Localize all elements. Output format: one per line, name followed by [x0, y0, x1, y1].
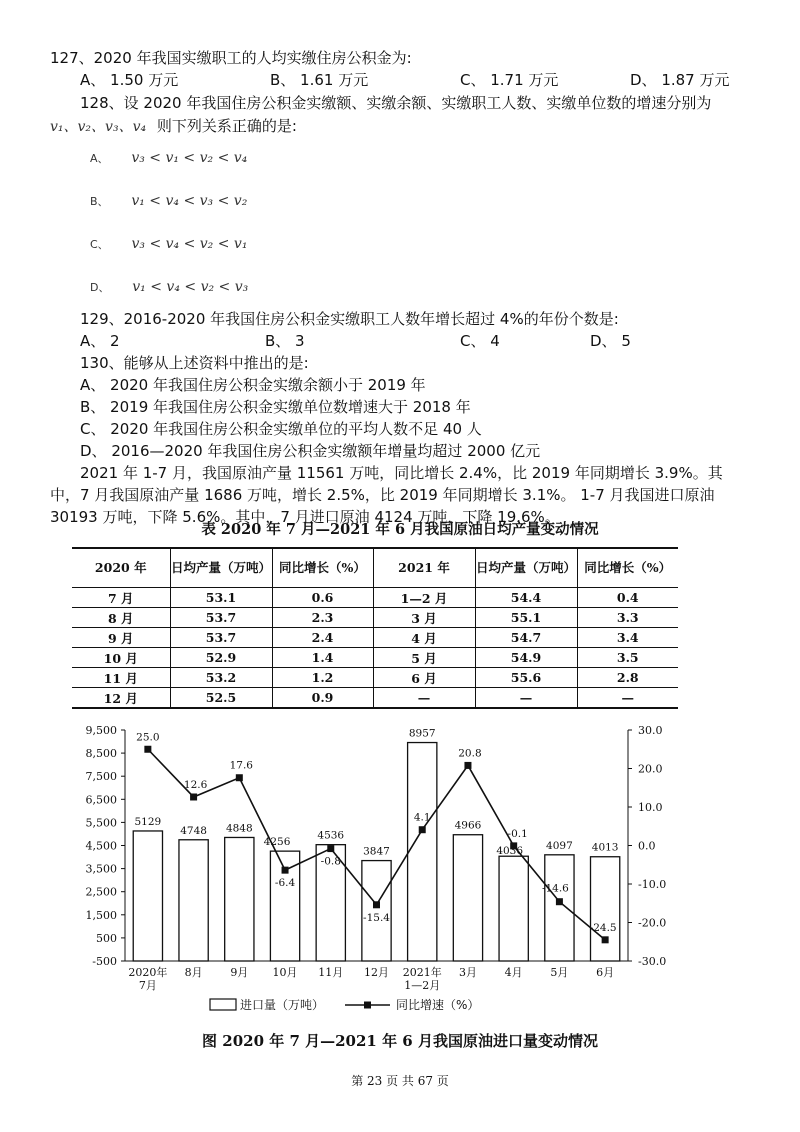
right-tick-label: 20.0 [638, 762, 663, 776]
bar-data-label: 3847 [363, 845, 390, 858]
import-bar [179, 840, 208, 961]
table-cell: 1.4 [272, 648, 373, 668]
table-header-cell: 2020 年 [72, 548, 170, 588]
q130-stem: 130、能够从上述资料中推出的是: [80, 354, 309, 372]
right-tick-label: -20.0 [638, 916, 667, 930]
bar-data-label: 4536 [317, 829, 345, 842]
right-tick-label: -30.0 [638, 955, 667, 968]
table-cell: 0.6 [272, 588, 373, 608]
x-tick-label: 10月 [272, 966, 298, 979]
left-tick-label: 9,500 [85, 724, 117, 737]
table-cell: 2.4 [272, 628, 373, 648]
x-tick-label: 5月 [550, 966, 569, 979]
table-header-cell: 同比增长（%） [577, 548, 678, 588]
table-cell: 11 月 [72, 668, 170, 688]
table-title: 表 2020 年 7 月—2021 年 6 月我国原油日均产量变动情况 [201, 521, 599, 538]
x-tick-label: 2020年 [128, 966, 168, 979]
table-row [72, 668, 678, 688]
table-cell: 3.4 [577, 628, 678, 648]
passage-line-3: 30193 万吨，下降 5.6%。其中，7 月进口原油 4124 万吨，下降 19.6%。 [50, 508, 560, 526]
q128-option-d-expr: v₁ < v₄ < v₂ < v₃ [132, 279, 249, 295]
q128-option-c: C、 v₃ < v₄ < v₂ < v₁ [90, 236, 248, 252]
legend-bar-swatch [210, 999, 236, 1010]
q130-option-b: B、 2019 年我国住房公积金实缴单位数增速大于 2018 年 [80, 398, 471, 416]
table-cell: 10 月 [72, 648, 170, 668]
table-cell: 1—2 月 [373, 588, 475, 608]
q130-option-d: D、 2016—2020 年我国住房公积金实缴额年增量均超过 2000 亿元 [80, 442, 541, 460]
table-cell: 54.4 [475, 588, 577, 608]
q129-option-d: D、 5 [590, 332, 631, 350]
table-header-cell: 2021 年 [373, 548, 475, 588]
import-bar [362, 861, 391, 961]
import-bar [545, 855, 574, 961]
line-data-label: 17.6 [229, 759, 254, 772]
x-tick-label: 8月 [184, 966, 203, 979]
x-tick-label: 3月 [458, 966, 477, 979]
bar-data-label: 5129 [134, 815, 162, 828]
growth-point [327, 845, 334, 852]
table-cell: 0.9 [272, 688, 373, 709]
x-tick-label: 9月 [230, 966, 249, 979]
table-cell: 55.1 [475, 608, 577, 628]
legend-line-label: 同比增速（%） [396, 998, 480, 1012]
table-cell: 55.6 [475, 668, 577, 688]
table-header-row [72, 548, 678, 588]
bar-data-label: 8957 [408, 727, 436, 740]
left-tick-label: -500 [92, 955, 117, 968]
table-cell: 6 月 [373, 668, 475, 688]
q127-option-c: C、 1.71 万元 [460, 71, 559, 89]
growth-point [282, 867, 289, 874]
line-data-label: 20.8 [458, 747, 482, 760]
table-cell: 52.9 [170, 648, 272, 668]
bar-data-label: 4036 [496, 845, 524, 858]
line-data-label: -0.1 [507, 827, 528, 840]
oil-import-chart [60, 718, 740, 1023]
table-header-cell: 日均产量（万吨） [170, 548, 272, 588]
table-cell: 2.8 [577, 668, 678, 688]
table-cell: — [577, 688, 678, 709]
table-cell: 54.9 [475, 648, 577, 668]
right-tick-label: -10.0 [638, 878, 667, 891]
figure-title: 图 2020 年 7 月—2021 年 6 月我国原油进口量变动情况 [202, 1032, 598, 1050]
growth-point [419, 826, 426, 833]
table-cell: 53.2 [170, 668, 272, 688]
left-tick-label: 3,500 [85, 862, 117, 876]
bar-data-label: 4848 [225, 822, 253, 835]
x-tick-label: 12月 [364, 966, 389, 979]
table-row [72, 648, 678, 668]
left-tick-label: 8,500 [85, 747, 117, 761]
table-cell: 52.5 [170, 688, 272, 709]
q127-stem: 127、2020 年我国实缴职工的人均实缴住房公积金为: [50, 49, 412, 67]
table-cell: 9 月 [72, 628, 170, 648]
q128-option-b-expr: v₁ < v₄ < v₃ < v₂ [131, 193, 248, 209]
right-tick-label: 30.0 [638, 724, 663, 737]
left-tick-label: 500 [96, 931, 117, 945]
growth-point [373, 901, 380, 908]
oil-production-table [72, 547, 678, 709]
bar-data-label: 4966 [454, 819, 482, 832]
table-cell: 53.1 [170, 588, 272, 608]
line-data-label: -15.4 [363, 911, 390, 924]
bar-data-label: 4748 [180, 824, 207, 837]
right-tick-label: 10.0 [638, 801, 663, 814]
table-cell: 12 月 [72, 688, 170, 709]
x-tick-label: 2021年 [402, 966, 442, 979]
table-cell: 53.7 [170, 628, 272, 648]
table-cell: 4 月 [373, 628, 475, 648]
table-cell: 5 月 [373, 648, 475, 668]
bar-data-label: 4097 [546, 839, 573, 852]
import-bar [133, 831, 162, 961]
table-header-cell: 同比增长（%） [272, 548, 373, 588]
import-bar [453, 835, 482, 961]
legend-line-marker [364, 1002, 371, 1009]
q129-option-a: A、 2 [80, 332, 120, 350]
table-row [72, 688, 678, 709]
line-data-label: -0.8 [320, 855, 341, 868]
table-row [72, 588, 678, 608]
growth-point [144, 746, 151, 753]
line-data-label: 4.1 [413, 811, 431, 824]
q127-option-a: A、 1.50 万元 [80, 71, 179, 89]
left-tick-label: 1,500 [85, 908, 117, 922]
q128-option-c-expr: v₃ < v₄ < v₂ < v₁ [131, 236, 248, 252]
left-tick-label: 2,500 [85, 885, 117, 899]
import-bar [408, 743, 437, 961]
table-row [72, 628, 678, 648]
q130-option-a: A、 2020 年我国住房公积金实缴余额小于 2019 年 [80, 376, 426, 394]
page-footer: 第 23 页 共 67 页 [351, 1074, 449, 1088]
table-cell: — [475, 688, 577, 709]
x-tick-label: 6月 [596, 966, 615, 979]
table-cell: 1.2 [272, 668, 373, 688]
growth-point [236, 774, 243, 781]
line-data-label: 25.0 [136, 731, 160, 744]
q130-option-c: C、 2020 年我国住房公积金实缴单位的平均人数不足 40 人 [80, 420, 482, 438]
q128-vars: v₁、v₂、v₃、v₄ [50, 119, 147, 135]
import-bar [499, 856, 528, 961]
table-cell: 2.3 [272, 608, 373, 628]
q128-option-a: A、 v₃ < v₁ < v₂ < v₄ [90, 150, 248, 166]
q128-option-b: B、 v₁ < v₄ < v₃ < v₂ [90, 193, 248, 209]
q129-stem: 129、2016-2020 年我国住房公积金实缴职工人数年增长超过 4%的年份个数是: [80, 310, 619, 328]
q129-option-c: C、 4 [460, 332, 500, 350]
growth-point [602, 936, 609, 943]
x-tick-label: 7月 [138, 979, 157, 992]
table-cell: 7 月 [72, 588, 170, 608]
table-header-cell: 日均产量（万吨） [475, 548, 577, 588]
q127-option-d: D、 1.87 万元 [630, 71, 730, 89]
import-bar [591, 857, 620, 961]
q127-option-b: B、 1.61 万元 [270, 71, 369, 89]
x-tick-label: 11月 [318, 966, 344, 979]
q128-vars-line [50, 116, 297, 137]
table-row [72, 608, 678, 628]
growth-point [190, 793, 197, 800]
q128-option-d: D、 v₁ < v₄ < v₂ < v₃ [90, 279, 249, 295]
bar-data-label: 4013 [591, 841, 619, 854]
table-cell: 3.5 [577, 648, 678, 668]
left-tick-label: 7,500 [85, 770, 117, 784]
right-tick-label: 0.0 [638, 839, 656, 853]
q128-stem-tail: 则下列关系正确的是: [156, 117, 297, 135]
q129-option-b: B、 3 [265, 332, 305, 350]
growth-point [464, 762, 471, 769]
passage-line-1: 2021 年 1-7 月，我国原油产量 11561 万吨，同比增长 2.4%，比 2019 年同期增长 3.9%。其 [80, 464, 723, 482]
left-tick-label: 6,500 [85, 793, 117, 807]
table-cell: 0.4 [577, 588, 678, 608]
line-data-label: -6.4 [274, 877, 296, 890]
table-cell: 3.3 [577, 608, 678, 628]
left-tick-label: 5,500 [85, 816, 117, 830]
q128-stem: 128、设 2020 年我国住房公积金实缴额、实缴余额、实缴职工人数、实缴单位数的增速分别为 [80, 94, 712, 112]
table-cell: 54.7 [475, 628, 577, 648]
table-cell: — [373, 688, 475, 709]
line-data-label: -24.5 [589, 921, 617, 934]
left-tick-label: 4,500 [85, 839, 117, 853]
x-tick-label: 4月 [504, 966, 523, 979]
q128-option-a-expr: v₃ < v₁ < v₂ < v₄ [131, 150, 248, 166]
table-cell: 53.7 [170, 608, 272, 628]
table-cell: 3 月 [373, 608, 475, 628]
import-bar [225, 837, 254, 961]
legend-bar-label: 进口量（万吨） [240, 998, 325, 1012]
line-data-label: 12.6 [183, 778, 208, 791]
bar-data-label: 4256 [263, 836, 291, 849]
passage-line-2: 中，7 月我国原油产量 1686 万吨，增长 2.5%，比 2019 年同期增长 3.1%。 1-7 月我国进口原油 [50, 486, 715, 504]
x-tick-label: 1—2月 [404, 979, 441, 992]
table-cell: 8 月 [72, 608, 170, 628]
line-data-label: -14.6 [541, 882, 569, 895]
growth-point [556, 898, 563, 905]
